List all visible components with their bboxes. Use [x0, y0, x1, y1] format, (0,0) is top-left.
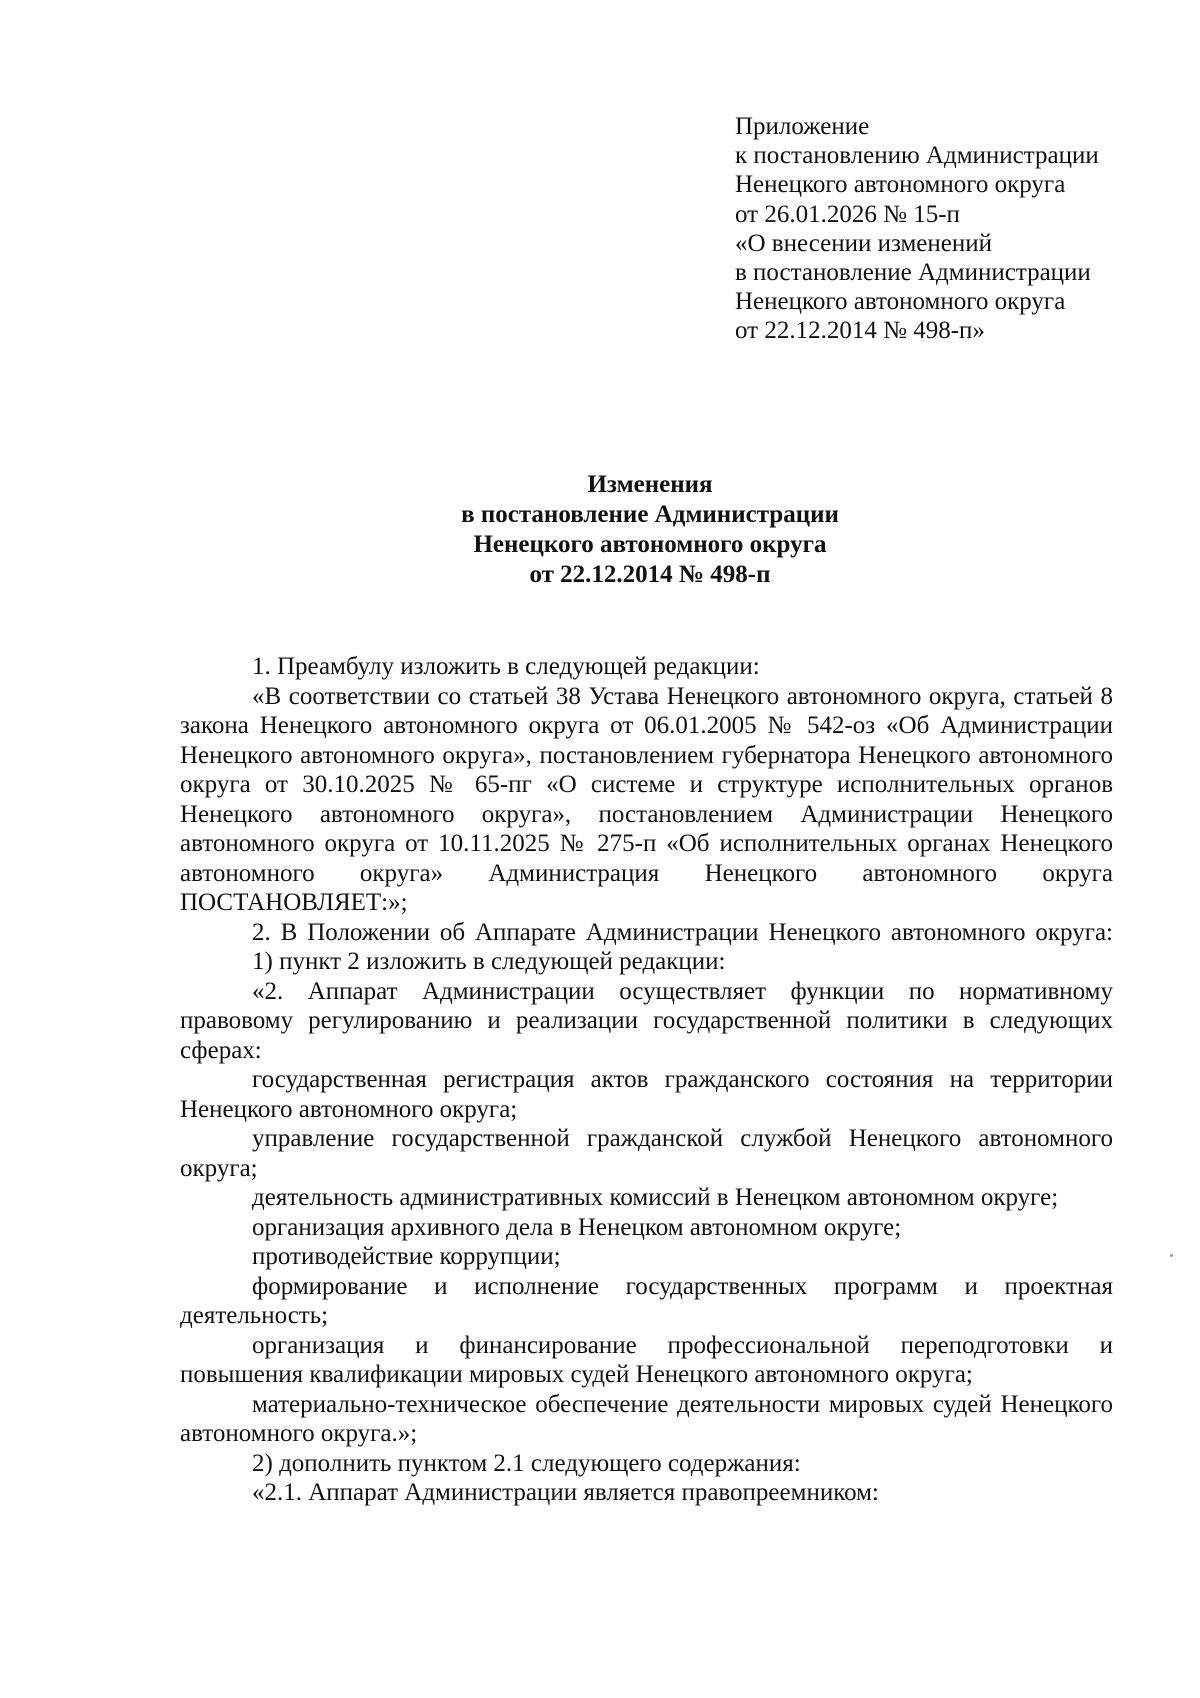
- paragraph: противодействие коррупции;: [252, 1243, 561, 1270]
- appendix-line: Ненецкого автономного округа: [735, 171, 1066, 199]
- title-line: в постановление Администрации: [461, 501, 839, 528]
- scan-speck: [1170, 1254, 1173, 1257]
- title-line: Ненецкого автономного округа: [473, 531, 827, 558]
- paragraph: формирование и исполнение государственных программ и проектная деятельность;: [180, 1272, 1113, 1329]
- paragraph: организация архивного дела в Ненецком автономном округе;: [252, 1213, 902, 1241]
- paragraph: материально-техническое обеспечение деятельности мировых судей Ненецкого автономного округа.»;: [180, 1390, 1113, 1447]
- appendix-line: в постановление Администрации: [735, 259, 1091, 287]
- paragraph: государственная регистрация актов гражданского состояния на территории Ненецкого автономного округа;: [180, 1066, 1113, 1123]
- paragraph: управление государственной гражданской службой Ненецкого автономного округа;: [180, 1125, 1113, 1182]
- appendix-block: [735, 112, 1175, 346]
- appendix-line: Приложение: [735, 113, 870, 140]
- title-line: Изменения: [587, 471, 713, 498]
- paragraph: деятельность административных комиссий в Ненецком автономном округе;: [252, 1184, 1059, 1211]
- paragraph: 2. В Положении об Аппарате Администрации Ненецкого автономного округа:: [252, 918, 1113, 946]
- paragraph: 2) дополнить пунктом 2.1 следующего содержания:: [252, 1449, 801, 1477]
- paragraph: «2.1. Аппарат Администрации является правопреемником:: [252, 1479, 879, 1506]
- appendix-line: от 22.12.2014 № 498-п»: [735, 317, 985, 345]
- paragraph: организация и финансирование профессиональной переподготовки и повышения квалификации мировых судей Ненецкого автономного округа;: [180, 1331, 1113, 1388]
- paragraph: «В соответствии со статьей 38 Устава Ненецкого автономного округа, статьей 8 закона Ненецкого автономного округа от 06.01.2005 № 542-оз «Об Администрации Ненецкого автономного округа», постановлением губернатора Ненецкого автономного округа от 30.10.2025 № 65-пг «О системе и структуре исполнительных органов Ненецкого автономного округа», постановлением Администрации Ненецкого автономного округа от 10.11.2025 № 275-п «Об исполнительных органах Ненецкого автономного округа» Администрация Ненецкого автономного округа ПОСТАНОВЛЯЕТ:»;: [180, 682, 1113, 916]
- document-body: [180, 652, 1113, 1508]
- appendix-line: от 26.01.2026 № 15-п: [735, 200, 960, 228]
- paragraph: 1. Преамбулу изложить в следующей редакции:: [252, 653, 760, 680]
- appendix-line: Ненецкого автономного округа: [735, 288, 1066, 316]
- paragraph: «2. Аппарат Администрации осуществляет функции по нормативному правовому регулированию и реализации государственной политики в следующих сферах:: [180, 977, 1113, 1064]
- document-title: [180, 470, 1120, 590]
- appendix-line: к постановлению Администрации: [735, 142, 1099, 170]
- title-line: от 22.12.2014 № 498-п: [529, 561, 771, 588]
- paragraph: 1) пункт 2 изложить в следующей редакции:: [252, 948, 726, 975]
- appendix-line: «О внесении изменений: [735, 229, 993, 257]
